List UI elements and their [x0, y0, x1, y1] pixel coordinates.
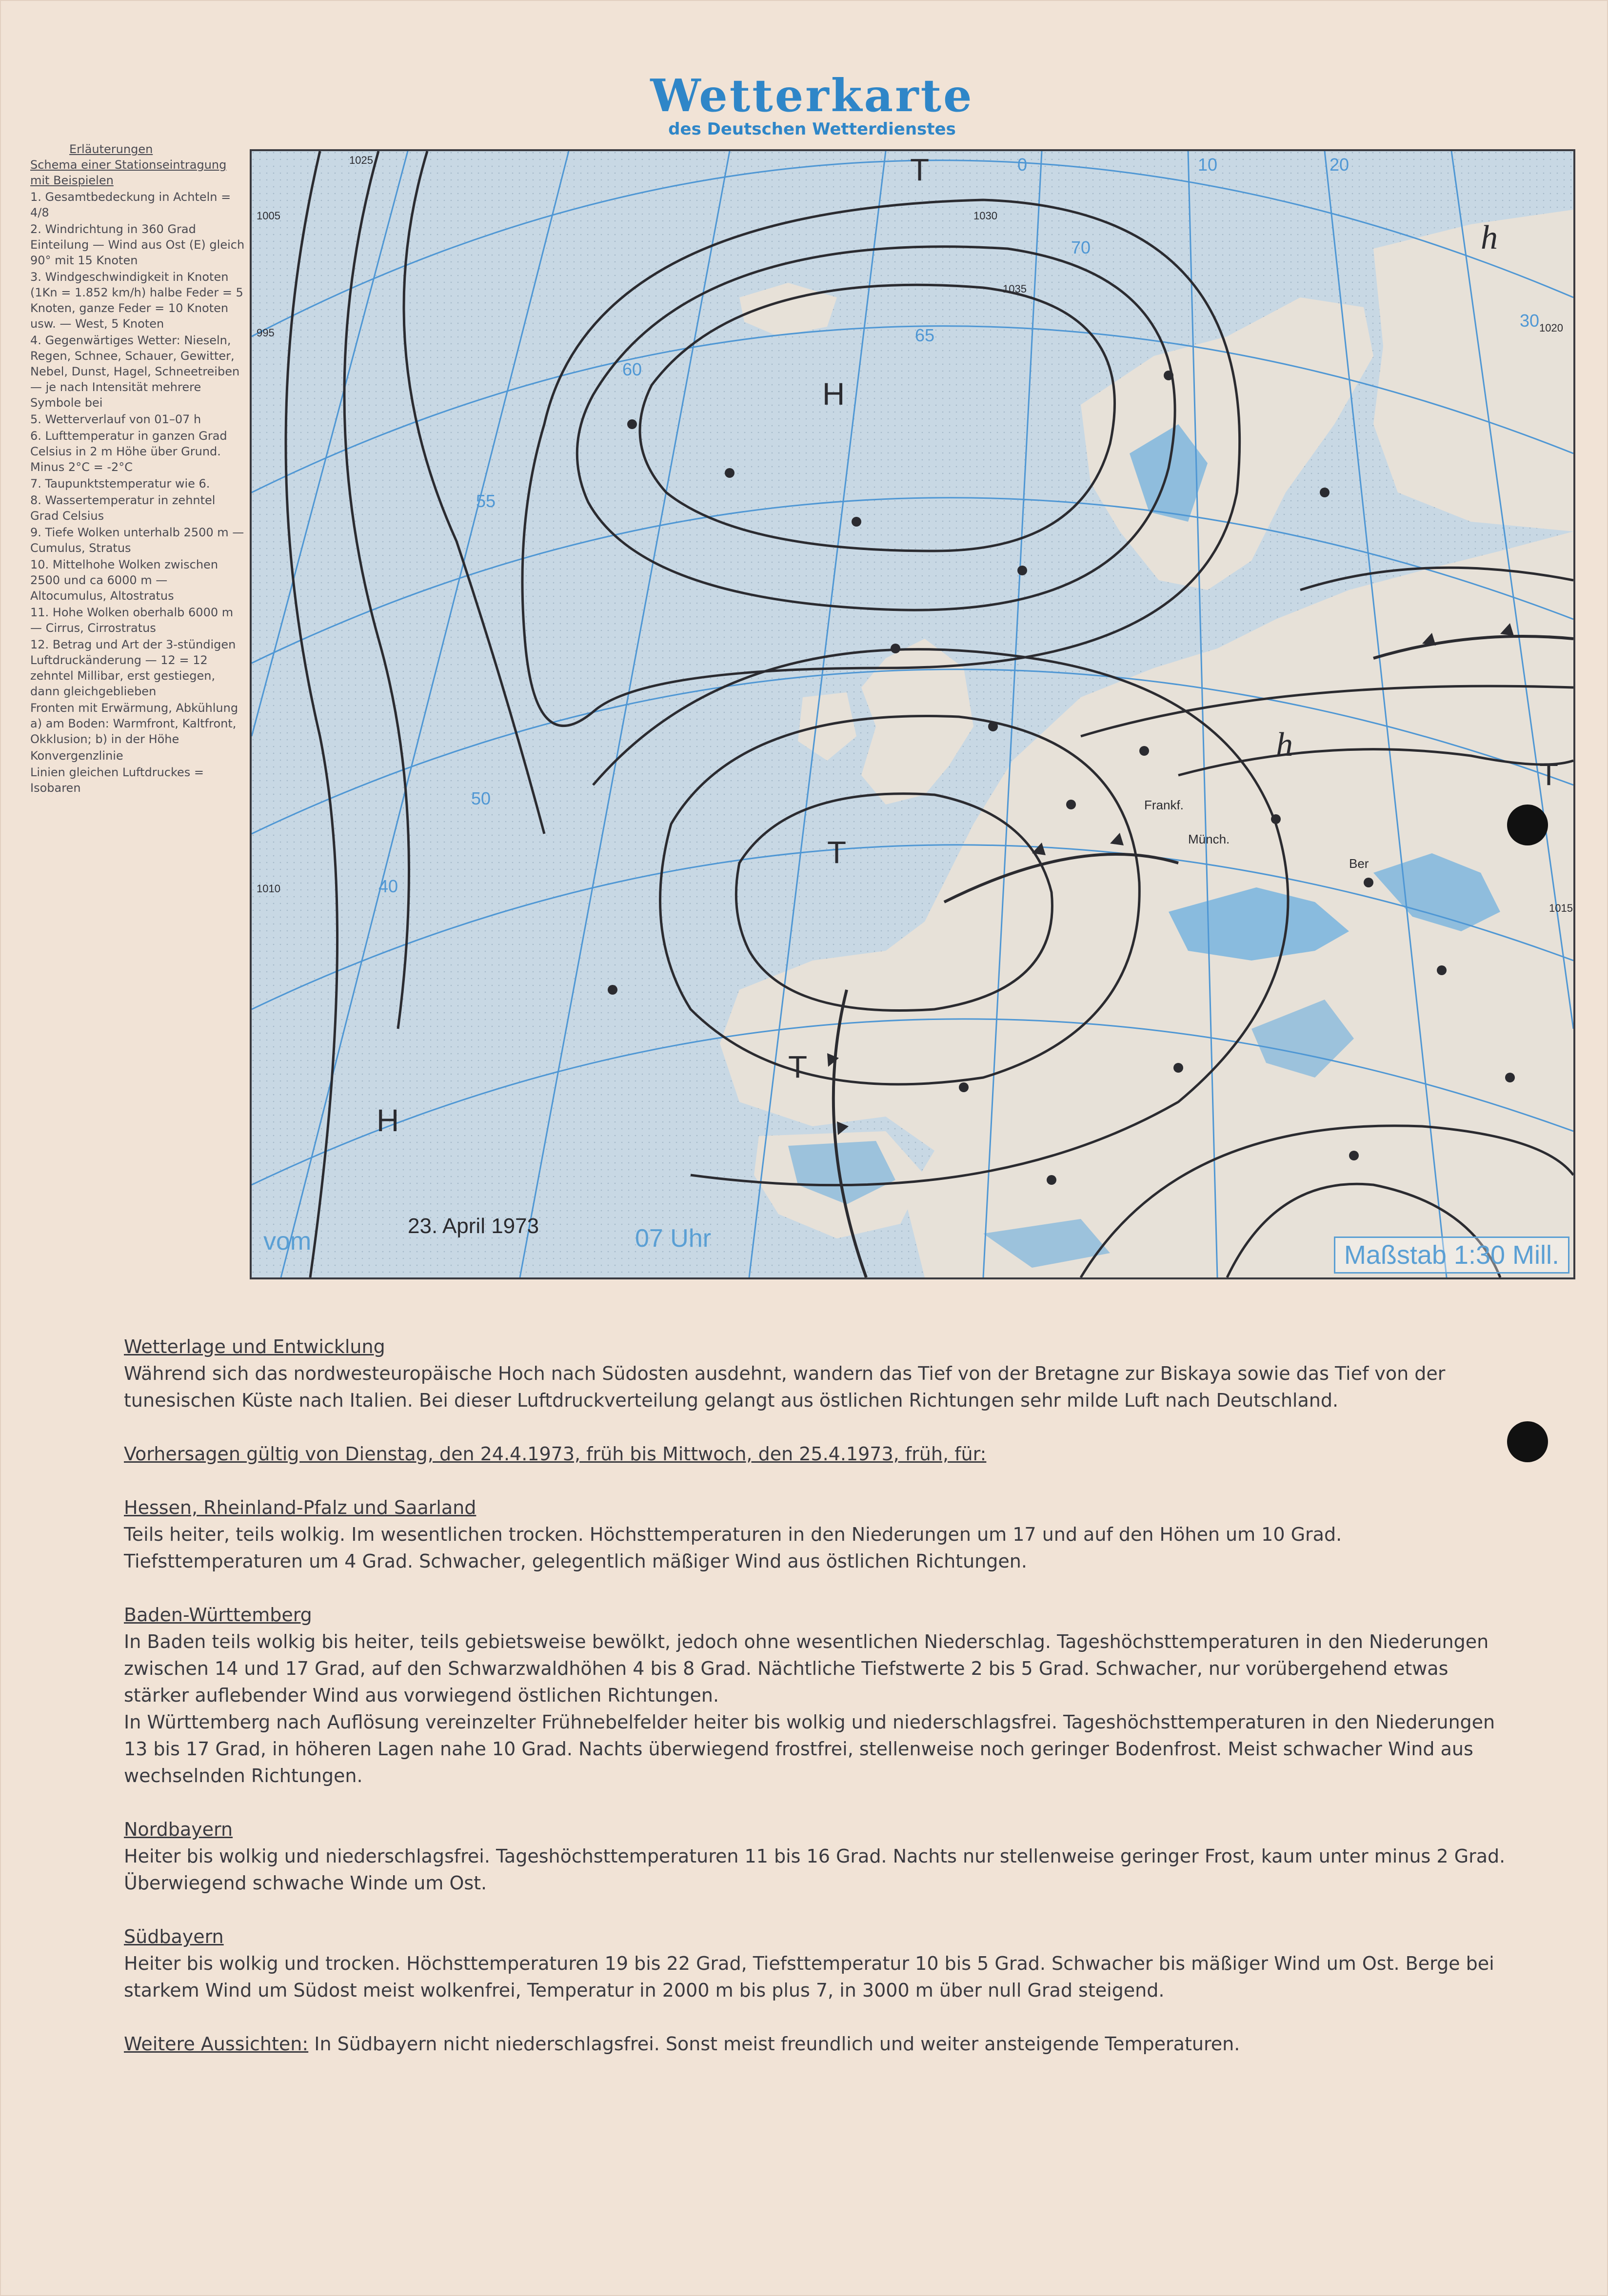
region-paragraph: Heiter bis wolkig und niederschlagsfrei. Tageshöchsttemperaturen 11 bis 16 Grad. Nachts nur stellenweise geringer Frost, kaum unter minus 2 Grad. Überwiegend schwache Winde um Ost. [124, 1845, 1506, 1894]
isobar-label: 1025 [349, 154, 373, 166]
weather-map [250, 149, 1575, 1279]
section-paragraph: Während sich das nordwesteuropäische Hoch nach Südosten ausdehnt, wandern das Tief von der Bretagne zur Biskaya sowie das Tief von der tunesischen Küste nach Italien. Bei dieser Luftdruckverteilung gelangt aus östlichen Richtungen sehr milde Luft nach Deutschland. [124, 1363, 1446, 1411]
isobar-label: 1035 [1003, 283, 1027, 295]
legend-item: Fronten mit Erwärmung, Abkühlung a) am Boden: Warmfront, Kaltfront, Okklusion; b) in der Höhe [30, 701, 238, 746]
map-time: 07 Uhr [635, 1224, 712, 1253]
legend-heading: Erläuterungen [69, 142, 153, 156]
isobar-label: 1020 [1539, 322, 1563, 334]
outlook-label: Weitere Aussichten: [124, 2033, 309, 2055]
legend-item: 2. Windrichtung in 360 Grad Einteilung — Wind aus Ost (E) gleich 90° mit 15 Knoten [30, 222, 245, 267]
meridian-label: 0 [1017, 155, 1028, 175]
latitude-label: 40 [378, 876, 398, 896]
legend-item: 6. Lufttemperatur in ganzen Grad Celsius in 2 m Höhe über Grund. Minus 2°C = -2°C [30, 429, 227, 474]
legend-panel [30, 141, 245, 796]
legend-item: Konvergenzlinie [30, 749, 123, 763]
pressure-center: T [910, 152, 930, 187]
legend-item: 9. Tiefe Wolken unterhalb 2500 m — Cumulus, Stratus [30, 526, 244, 555]
latitude-label: 55 [476, 491, 496, 511]
latitude-label: 60 [622, 359, 642, 379]
region-heading: Nordbayern [124, 1819, 233, 1840]
pressure-center: h [1481, 219, 1498, 256]
map-graphics [252, 151, 1573, 1277]
map-vom-label: vom [263, 1227, 312, 1256]
region-heading: Baden-Württemberg [124, 1604, 312, 1626]
city-label: Ber [1349, 856, 1369, 871]
pressure-center: H [822, 376, 845, 412]
legend-item: 3. Windgeschwindigkeit in Knoten (1Kn = 1.852 km/h) halbe Feder = 5 Knoten, ganze Feder = 10 Knoten usw. — West, 5 Knoten [30, 270, 243, 331]
legend-item: 8. Wassertemperatur in zehntel Grad Celsius [30, 493, 216, 523]
city-label: Münch. [1188, 832, 1230, 846]
legend-item: 4. Gegenwärtiges Wetter: Nieseln, Regen, Schnee, Schauer, Gewitter, Nebel, Dunst, Hagel, Schneetreiben — je nach Intensität mehrere Symbole bei [30, 334, 240, 410]
isobar-label: 1030 [973, 210, 997, 222]
region-paragraph: In Baden teils wolkig bis heiter, teils gebietsweise bewölkt, jedoch ohne wesentlichen Niederschlag. Tageshöchsttemperaturen in den Niederungen zwischen 14 und 17 Grad, auf den Schwarzwaldhöhen 4 bis 8 Grad. Nächtliche Tiefstwerte 2 bis 5 Grad. Schwacher, nur vorübergehend etwas stärker auflebender Wind aus vorwiegend östlichen Richtungen. [124, 1631, 1489, 1706]
legend-item: 5. Wetterverlauf von 01–07 h [30, 412, 201, 426]
latitude-label: 65 [915, 325, 935, 345]
pressure-center: T [1539, 757, 1559, 792]
map-scale: Maßstab 1:30 Mill. [1334, 1236, 1569, 1274]
legend-item: 11. Hohe Wolken oberhalb 6000 m — Cirrus, Cirrostratus [30, 606, 234, 635]
legend-item: 7. Taupunktstemperatur wie 6. [30, 477, 210, 491]
page-title: Wetterkarte [650, 69, 974, 122]
city-label: Frankf. [1144, 798, 1184, 812]
latitude-label: 50 [471, 788, 491, 808]
pressure-center: T [788, 1049, 808, 1084]
region-paragraph: Teils heiter, teils wolkig. Im wesentlichen trocken. Höchsttemperaturen in den Niederungen um 17 und auf den Höhen um 10 Grad. Tiefsttemperaturen um 4 Grad. Schwacher, gelegentlich mäßiger Wind aus östlichen Richtungen. [124, 1524, 1342, 1572]
isobar-label: 995 [257, 327, 275, 339]
pressure-center: h [1276, 726, 1293, 764]
meridian-label: 20 [1330, 155, 1350, 175]
meridian-label: 10 [1198, 155, 1218, 175]
legend-item: 12. Betrag und Art der 3-stündigen Luftdruckänderung — 12 = 12 zehntel Millibar, erst gestiegen, dann gleichgeblieben [30, 638, 236, 698]
latitude-label: 70 [1071, 237, 1091, 257]
isobar-label: 1010 [257, 883, 280, 895]
region-heading: Hessen, Rheinland-Pfalz und Saarland [124, 1497, 476, 1518]
outlook-line [124, 2031, 1519, 2058]
pressure-center: H [377, 1103, 399, 1138]
pressure-center: T [827, 835, 847, 870]
legend-item: 10. Mittelhohe Wolken zwischen 2500 und ca 6000 m — Altocumulus, Altostratus [30, 558, 218, 603]
region-paragraph: In Württemberg nach Auflösung vereinzelter Frühnebelfelder heiter bis wolkig und niederschlagsfrei. Tageshöchsttemperaturen in den Niederungen 13 bis 17 Grad, in höheren Lagen nahe 10 Grad. Nachts überwiegend frostfrei, stellenweise noch geringer Bodenfrost. Meist schwacher Wind aus wechselnden Richtungen. [124, 1711, 1495, 1786]
legend-schema: Schema einer Stationseintragung mit Beispielen [30, 158, 227, 187]
meridian-label: 30 [1520, 311, 1540, 331]
region-heading: Südbayern [124, 1926, 224, 1947]
isobar-label: 1015 [1549, 902, 1573, 914]
isobar-label: 1005 [257, 210, 280, 222]
region-paragraph: Heiter bis wolkig und trocken. Höchsttemperaturen 19 bis 22 Grad, Tiefsttemperatur 10 bis 5 Grad. Schwacher bis mäßiger Wind um Ost. Berge bei starkem Wind um Südost meist wolkenfrei, Temperatur in 2000 m bis plus 7, in 3000 m über null Grad steigend. [124, 1953, 1494, 2001]
legend-item: Linien gleichen Luftdruckes = Isobaren [30, 765, 204, 795]
outlook-text: In Südbayern nicht niederschlagsfrei. Sonst meist freundlich und weiter ansteigende Temperaturen. [314, 2033, 1240, 2055]
punch-hole [1507, 805, 1548, 845]
validity-heading: Vorhersagen gültig von Dienstag, den 24.4.1973, früh bis Mittwoch, den 25.4.1973, früh, für: [124, 1443, 987, 1465]
section-heading: Wetterlage und Entwicklung [124, 1336, 385, 1357]
map-date: 23. April 1973 [408, 1214, 539, 1238]
legend-item: 1. Gesamtbedeckung in Achteln = 4/8 [30, 190, 231, 219]
page-subtitle: des Deutschen Wetterdienstes [668, 119, 956, 139]
forecast-text [124, 1334, 1519, 2058]
